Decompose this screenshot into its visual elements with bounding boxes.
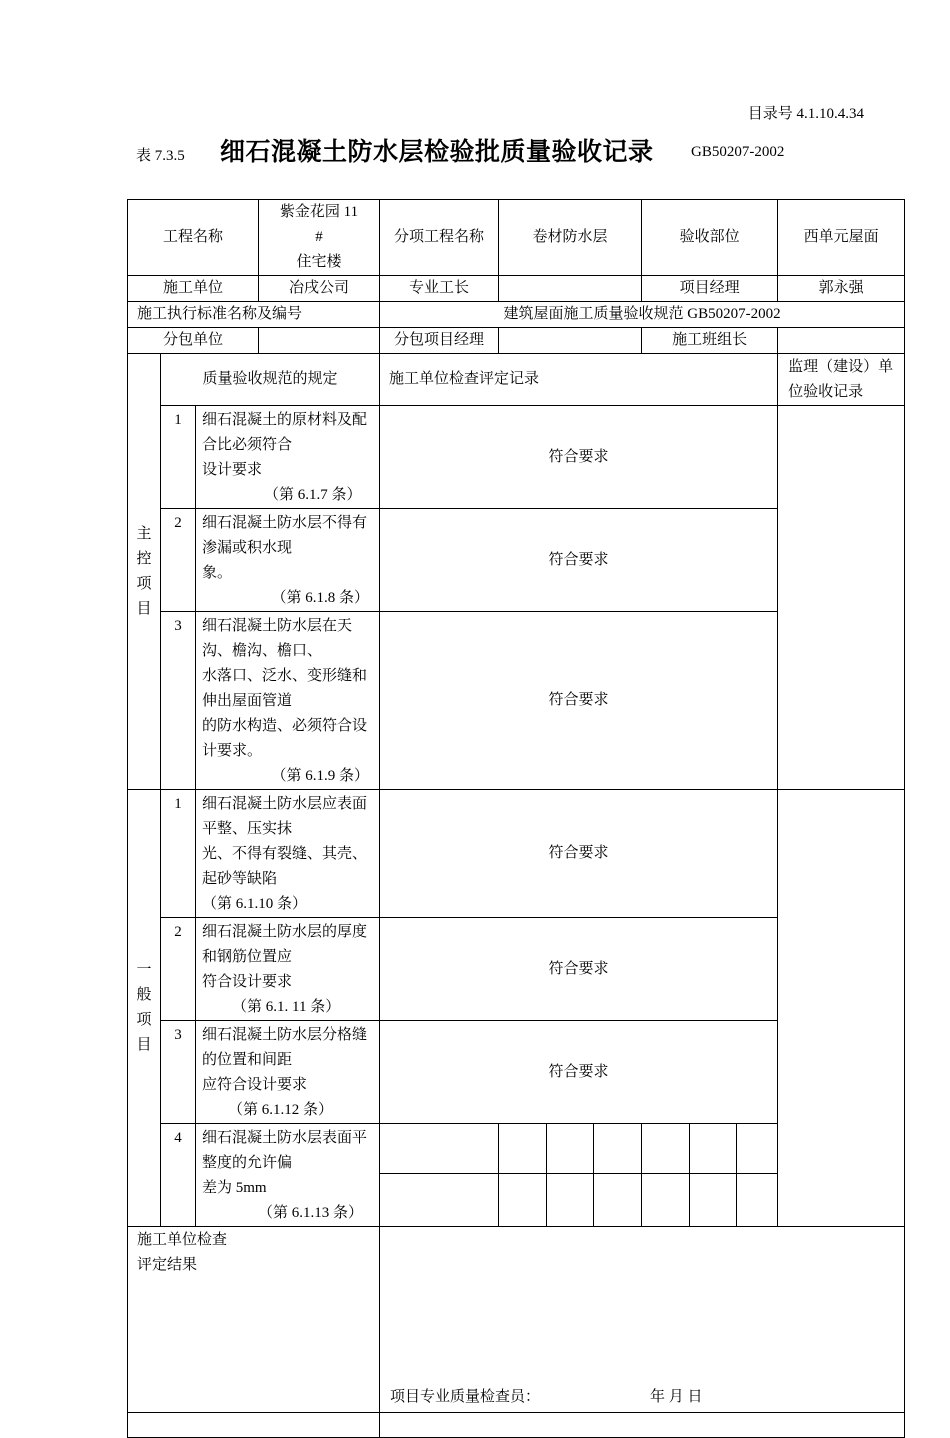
measure-cell [690, 1124, 737, 1174]
pm-value: 郭永强 [778, 276, 905, 302]
measure-cell [594, 1174, 642, 1227]
measure-cell [737, 1174, 778, 1227]
item-number: 2 [161, 509, 196, 612]
subcontractor-value [259, 328, 380, 354]
item-number: 1 [161, 406, 196, 509]
spec-clause: （第 6.1.13 条） [258, 1205, 364, 1221]
header-row-unit [128, 276, 905, 302]
main-control-char: 控 [136, 550, 152, 567]
measure-cell [642, 1174, 690, 1227]
subcontractor-label: 分包单位 [128, 328, 259, 354]
table-number: 表 7.3.5 [136, 148, 185, 164]
item-result: 符合要求 [380, 509, 778, 612]
sub-pm-value [499, 328, 642, 354]
sub-project-label: 分项工程名称 [380, 200, 499, 276]
supervision-general [778, 790, 905, 1227]
supervision-header-line1: 监理（建设）单 [788, 359, 894, 375]
item-result: 符合要求 [380, 612, 778, 790]
general-char: 目 [136, 1037, 152, 1053]
spec-line: 细石混凝土的原材料及配合比必须符合 [202, 412, 368, 453]
item-spec [196, 612, 380, 790]
header-row-subcontract [128, 328, 905, 354]
acceptance-part-value: 西单元屋面 [778, 200, 905, 276]
measure-cell [690, 1174, 737, 1227]
project-name-line2: # [315, 229, 323, 245]
evaluation-row [128, 1227, 905, 1413]
measure-cell [499, 1124, 547, 1174]
standard-code: GB50207-2002 [691, 144, 785, 160]
spec-line: 细石混凝土防水层分格缝的位置和间距 [202, 1027, 368, 1068]
acceptance-part-label: 验收部位 [642, 200, 778, 276]
standard-value: 建筑屋面施工质量验收规范 GB50207-2002 [380, 302, 905, 328]
foreman-label: 专业工长 [380, 276, 499, 302]
spec-line: 设计要求 [202, 462, 263, 478]
supervision-column-header [778, 354, 905, 406]
construction-unit-label: 施工单位 [128, 276, 259, 302]
item-spec [196, 1124, 380, 1227]
item-number: 3 [161, 1021, 196, 1124]
item-result: 符合要求 [380, 1021, 778, 1124]
measure-cell [737, 1124, 778, 1174]
inspector-signature [390, 1385, 703, 1410]
pm-label: 项目经理 [642, 276, 778, 302]
item-result: 符合要求 [380, 790, 778, 918]
measure-cell [499, 1174, 547, 1227]
general-char: 般 [136, 987, 152, 1003]
empty-cell [380, 1413, 905, 1438]
item-spec [196, 509, 380, 612]
spec-line: 的防水构造、必须符合设计要求。 [202, 718, 368, 759]
check-record-column-header: 施工单位检查评定记录 [380, 354, 778, 406]
catalog-number: 目录号 4.1.10.4.34 [747, 106, 864, 122]
spec-clause: （第 6.1.8 条） [271, 590, 370, 606]
measure-cell [380, 1124, 499, 1174]
project-name-line1: 紫金花园 11 [279, 204, 359, 220]
acceptance-record-table [127, 199, 905, 1438]
title-bar [136, 132, 856, 168]
team-leader-label: 施工班组长 [642, 328, 778, 354]
team-leader-value [778, 328, 905, 354]
evaluation-label-line2: 评定结果 [137, 1257, 198, 1273]
date-label: 年 月 日 [650, 1389, 703, 1405]
spec-line: 差为 5mm [202, 1180, 267, 1196]
spec-clause: （第 6.1. 11 条） [232, 999, 341, 1015]
table-row [128, 790, 905, 918]
item-spec [196, 406, 380, 509]
spec-clause: （第 6.1.9 条） [271, 768, 370, 784]
item-number: 2 [161, 918, 196, 1021]
general-char: 项 [136, 1012, 152, 1028]
evaluation-label-line1: 施工单位检查 [137, 1232, 228, 1248]
project-name-value [259, 200, 380, 276]
evaluation-label [128, 1227, 380, 1413]
standard-label: 施工执行标准名称及编号 [128, 302, 380, 328]
spec-clause: （第 6.1.7 条） [264, 487, 362, 503]
item-number: 3 [161, 612, 196, 790]
page-title: 细石混凝土防水层检验批质量验收记录 [220, 137, 654, 166]
spec-line: 细石混凝土防水层不得有渗漏或积水现 [202, 515, 368, 556]
measure-cell [642, 1124, 690, 1174]
item-result: 符合要求 [380, 918, 778, 1021]
general-label [128, 790, 161, 1227]
spec-column-header: 质量验收规范的规定 [161, 354, 380, 406]
item-spec [196, 790, 380, 918]
spec-line: 细石混凝土防水层应表面平整、压实抹 [202, 796, 368, 837]
main-control-char: 主 [136, 525, 152, 542]
main-control-char: 目 [136, 600, 152, 617]
project-name-line3: 住宅楼 [296, 254, 342, 270]
measure-cell [380, 1174, 499, 1227]
main-control-label [128, 354, 161, 790]
item-number: 4 [161, 1124, 196, 1227]
column-header-row [128, 354, 905, 406]
spec-line: 细石混凝土防水层的厚度和钢筋位置应 [202, 924, 368, 965]
supervision-header-line2: 位验收记录 [788, 384, 864, 400]
spec-line: 水落口、泛水、变形缝和伸出屋面管道 [202, 668, 368, 709]
item-number: 1 [161, 790, 196, 918]
measure-cell [594, 1124, 642, 1174]
sub-pm-label: 分包项目经理 [380, 328, 499, 354]
foreman-value [499, 276, 642, 302]
spec-clause: （第 6.1.12 条） [228, 1102, 334, 1118]
construction-unit-value: 冶戌公司 [259, 276, 380, 302]
main-control-char: 项 [136, 575, 152, 592]
item-spec [196, 1021, 380, 1124]
spec-clause: （第 6.1.10 条） [202, 896, 308, 912]
item-spec [196, 918, 380, 1021]
header-row-project [128, 200, 905, 276]
spec-line: 应符合设计要求 [202, 1077, 308, 1093]
spec-line: 象。 [202, 565, 233, 581]
item-result: 符合要求 [380, 406, 778, 509]
table-row [128, 406, 905, 509]
header-row-standard [128, 302, 905, 328]
spec-line: 细石混凝土防水层表面平整度的允许偏 [202, 1130, 368, 1171]
spec-line: 光、不得有裂缝、其壳、起砂等缺陷 [202, 846, 368, 887]
empty-cell [128, 1413, 380, 1438]
spec-line: 细石混凝土防水层在天沟、檐沟、檐口、 [202, 618, 353, 659]
general-char: 一 [136, 962, 152, 978]
supervision-main-control [778, 406, 905, 790]
measure-cell [547, 1174, 594, 1227]
sub-project-value: 卷材防水层 [499, 200, 642, 276]
evaluation-result [380, 1227, 905, 1413]
inspector-label: 项目专业质量检查员： [390, 1389, 541, 1405]
spec-line: 符合设计要求 [202, 974, 293, 990]
measure-cell [547, 1124, 594, 1174]
project-name-label: 工程名称 [128, 200, 259, 276]
table-row [128, 1413, 905, 1438]
